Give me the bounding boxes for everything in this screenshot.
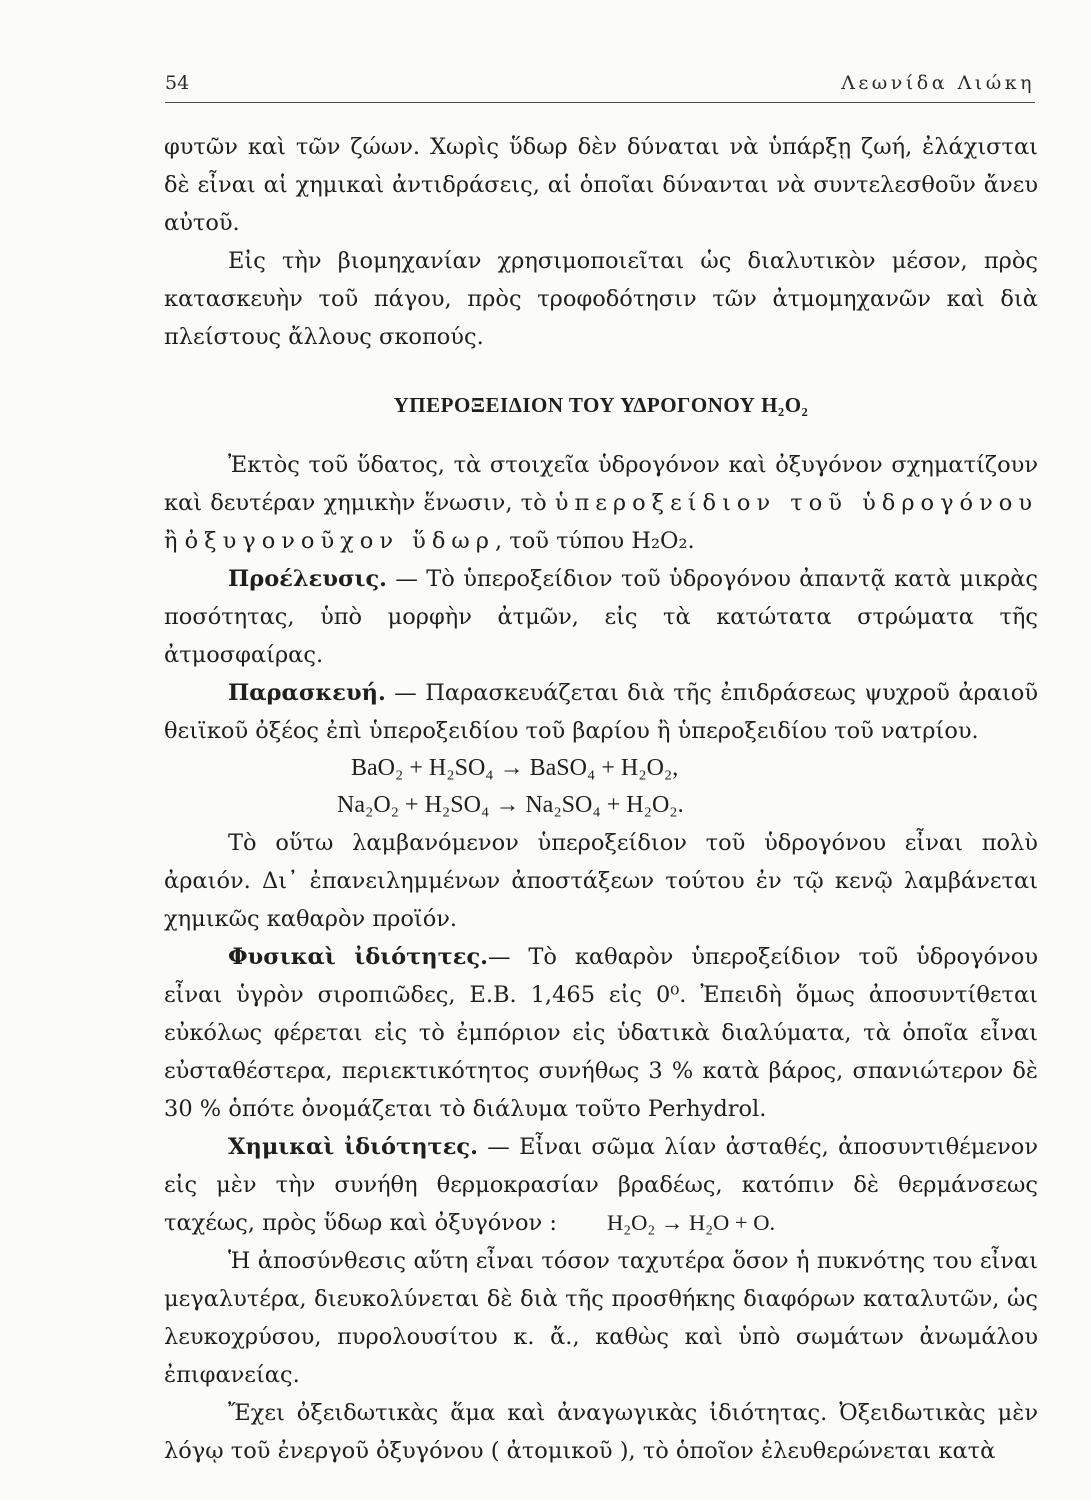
origin-text: — Τὸ ὑπεροξείδιον τοῦ ὑδρογόνου ἀπαντᾷ κατὰ μικρὰς ποσότητας, ὑπὸ μορφὴν ἀτμῶν, εἰς τὰ κατώτατα στρώματα τῆς ἀτμοσφαίρας.: [164, 566, 1038, 668]
term-oxygenated-water: ὀξυγονοῦχον ὕδωρ: [184, 528, 495, 554]
paragraph-chemical-properties: [164, 1128, 1038, 1242]
intro-text-a: Ἐκτὸς τοῦ ὕδατος, τὰ στοιχεῖα ὑδρογόνον καὶ ὀξυγόνον σχηματίζουν καὶ δευτέραν χημικὴν ἕνωσιν, τὸ: [164, 452, 1038, 516]
paragraph-continuation: φυτῶν καὶ τῶν ζώων. Χωρὶς ὕδωρ δὲν δύναται νὰ ὑπάρξῃ ζωή, ἐλάχισται δὲ εἶναι αἱ χημικαὶ ἀντιδράσεις, αἱ ὁποῖαι δύνανται νὰ συντελεσθοῦν ἄνευ αὐτοῦ.: [164, 134, 1038, 236]
chemical-properties-text: — Εἶναι σῶμα λίαν ἀσταθές, ἀποσυντιθέμενον εἰς μὲν τὴν συνήθη θερμοκρασίαν βραδέως, κατόπιν δὲ θερμάνσεως ταχέως, πρὸς ὕδωρ καὶ ὀξυγόνον :: [164, 1134, 1038, 1236]
running-head: Λεωνίδα Λιώκη: [841, 72, 1035, 94]
paragraph-industry-use: Εἰς τὴν βιομηχανίαν χρησιμοποιεῖται ὡς διαλυτικὸν μέσον, πρὸς κατασκευὴν τοῦ πάγου, πρὸς τροφοδότησιν τῶν ἀτμομηχανῶν καὶ διὰ πλείστους ἄλλους σκοπούς.: [164, 248, 1038, 350]
preparation-text: — Παρασκευάζεται διὰ τῆς ἐπιδράσεως ψυχροῦ ἀραιοῦ θειϊκοῦ ὀξέος ἐπὶ ὑπεροξειδίου τοῦ βαρίου ἢ ὑπεροξειδίου τοῦ νατρίου.: [164, 680, 1038, 744]
paragraph-origin: [164, 560, 1038, 674]
physical-properties-label: Φυσικαὶ ἰδιότητες.: [228, 944, 488, 970]
intro-text-b: ἢ: [164, 528, 185, 554]
origin-label: Προέλευσις.: [228, 566, 387, 592]
equation-barium: BaO₂ + H₂SO₄ → BaSO₄ + H₂O₂,: [351, 755, 679, 781]
physical-properties-text: — Τὸ καθαρὸν ὑπεροξείδιον τοῦ ὑδρογόνου εἶναι ὑγρὸν σιροπιῶδες, Ε.Β. 1,465 εἰς 0⁰. Ἐπειδὴ ὅμως ἀποσυντίθεται εὐκόλως φέρεται εἰς τὸ ἐμπόριον εἰς ὑδατικὰ διαλύματα, τὰ ὁποῖα εἶναι εὐσταθέστερα, περιεκτικότητος συνήθως 3 % κατὰ βάρος, σπανιώτερον δὲ 30 % ὁπότε ὀνομάζεται τὸ διάλυμα τοῦτο Perhydrol.: [164, 944, 1039, 1122]
page-number: 54: [165, 72, 190, 94]
paragraph-preparation: [164, 674, 1038, 750]
paragraph-intro: [164, 446, 1038, 560]
paragraph-redox: Ἔχει ὀξειδωτικὰς ἅμα καὶ ἀναγωγικὰς ἰδιότητας. Ὀξειδωτικὰς μὲν λόγῳ τοῦ ἐνεργοῦ ὀξυγόνου ( ἀτομικοῦ ), τὸ ὁποῖον ἐλευθερώνεται κατὰ: [164, 1400, 1038, 1464]
intro-text-c: , τοῦ τύπου H₂O₂.: [494, 528, 695, 554]
page-header: [165, 68, 1035, 103]
section-heading: ΥΠΕΡΟΞΕΙΔΙΟΝ ΤΟΥ ΥΔΡΟΓΟΝΟΥ H₂O₂: [393, 393, 809, 417]
paragraph-purification: Τὸ οὕτω λαμβανόμενον ὑπεροξείδιον τοῦ ὑδρογόνου εἶναι πολὺ ἀραιόν. Δι᾿ ἐπανειλημμένων ἀποστάξεων τούτου ἐν τῷ κενῷ λαμβάνεται χημικῶς καθαρὸν προϊόν.: [164, 830, 1038, 932]
paragraph-decomposition: Ἡ ἀποσύνθεσις αὕτη εἶναι τόσον ταχυτέρα ὅσον ἡ πυκνότης του εἶναι μεγαλυτέρα, διευκολύνεται δὲ διὰ τῆς προσθήκης διαφόρων καταλυτῶν, ὡς λευκοχρύσου, πυρολουσίτου κ. ἄ., καθὼς καὶ ὑπὸ σωμάτων ἀνωμάλου ἐπιφανείας.: [164, 1248, 1038, 1388]
preparation-label: Παρασκευή.: [228, 680, 386, 706]
decomposition-equation: H₂O₂ → H₂O + O.: [607, 1210, 776, 1235]
term-hydrogen-peroxide: ὑπεροξείδιον τοῦ ὑδρογόνου: [554, 490, 1038, 516]
chemical-properties-label: Χημικαὶ ἰδιότητες.: [228, 1134, 478, 1160]
equation-sodium: Na₂O₂ + H₂SO₄ → Na₂SO₄ + H₂O₂.: [337, 792, 684, 818]
paragraph-physical-properties: [164, 938, 1038, 1128]
body-text: [164, 128, 1038, 1470]
